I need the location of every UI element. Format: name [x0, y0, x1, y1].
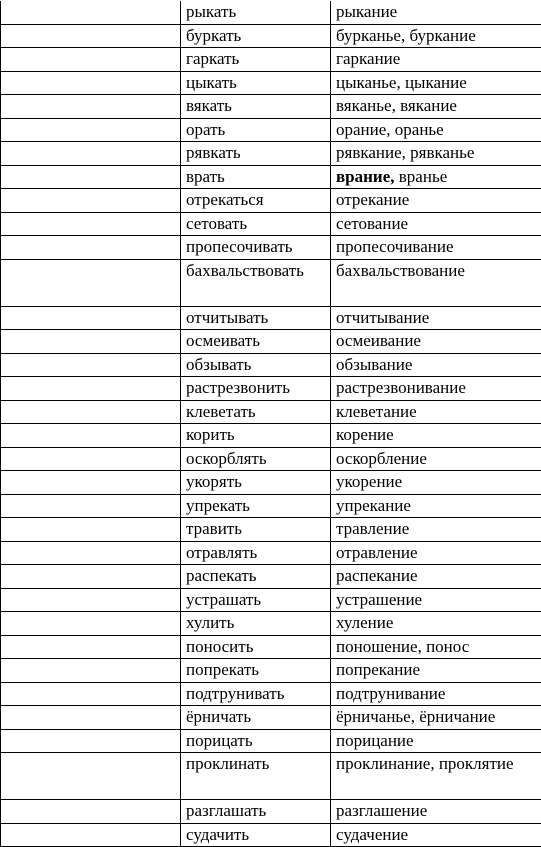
table-row	[1, 118, 541, 142]
table-row	[1, 682, 541, 706]
blank-cell	[1, 518, 181, 542]
verb-cell: упрекать	[181, 494, 331, 518]
word-table	[0, 1, 541, 847]
noun-cell: бахвальствование	[331, 259, 541, 306]
verb-cell: попрекать	[181, 659, 331, 683]
table-row	[1, 729, 541, 753]
noun-cell: сетование	[331, 212, 541, 236]
table-row	[1, 800, 541, 824]
blank-cell	[1, 823, 181, 847]
verb-cell: отрекаться	[181, 189, 331, 213]
blank-cell	[1, 142, 181, 166]
verb-cell: травить	[181, 518, 331, 542]
noun-rest-text: вранье	[394, 166, 448, 186]
table-row	[1, 330, 541, 354]
table-row	[1, 635, 541, 659]
noun-cell: подтрунивание	[331, 682, 541, 706]
table-row	[1, 165, 541, 189]
verb-cell: оскорблять	[181, 447, 331, 471]
noun-cell: обзывание	[331, 353, 541, 377]
verb-cell: бахвальствовать	[181, 259, 331, 306]
verb-cell: обзывать	[181, 353, 331, 377]
blank-cell	[1, 95, 181, 119]
noun-cell: упрекание	[331, 494, 541, 518]
blank-cell	[1, 259, 181, 306]
table-row	[1, 353, 541, 377]
blank-cell	[1, 330, 181, 354]
blank-cell	[1, 729, 181, 753]
noun-cell: рыкание	[331, 1, 541, 24]
verb-cell: цыкать	[181, 71, 331, 95]
verb-cell: проклинать	[181, 753, 331, 800]
noun-cell: порицание	[331, 729, 541, 753]
blank-cell	[1, 212, 181, 236]
verb-cell: рыкать	[181, 1, 331, 24]
noun-cell: осмеивание	[331, 330, 541, 354]
noun-cell: устрашение	[331, 588, 541, 612]
noun-cell: клеветание	[331, 400, 541, 424]
verb-cell: подтрунивать	[181, 682, 331, 706]
blank-cell	[1, 424, 181, 448]
verb-cell: отчитывать	[181, 306, 331, 330]
verb-cell: гаркать	[181, 48, 331, 72]
table-row	[1, 24, 541, 48]
blank-cell	[1, 118, 181, 142]
table-row	[1, 1, 541, 24]
blank-cell	[1, 471, 181, 495]
verb-cell: пропесочивать	[181, 236, 331, 260]
table-row	[1, 823, 541, 847]
blank-cell	[1, 24, 181, 48]
noun-cell: вяканье, вякание	[331, 95, 541, 119]
table-row	[1, 494, 541, 518]
table-row	[1, 48, 541, 72]
noun-cell: отчитывание	[331, 306, 541, 330]
verb-cell: разглашать	[181, 800, 331, 824]
table-row	[1, 259, 541, 306]
noun-cell: отрекание	[331, 189, 541, 213]
blank-cell	[1, 1, 181, 24]
noun-cell: корение	[331, 424, 541, 448]
verb-cell: сетовать	[181, 212, 331, 236]
noun-cell: ёрничанье, ёрничание	[331, 706, 541, 730]
verb-cell: устрашать	[181, 588, 331, 612]
table-row	[1, 612, 541, 636]
table-row	[1, 236, 541, 260]
word-table-body	[1, 1, 541, 847]
verb-cell: буркать	[181, 24, 331, 48]
table-row	[1, 71, 541, 95]
table-row	[1, 753, 541, 800]
blank-cell	[1, 189, 181, 213]
noun-cell: орание, оранье	[331, 118, 541, 142]
blank-cell	[1, 353, 181, 377]
noun-cell: гаркание	[331, 48, 541, 72]
table-row	[1, 518, 541, 542]
noun-cell: бурканье, буркание	[331, 24, 541, 48]
verb-cell: судачить	[181, 823, 331, 847]
table-row	[1, 306, 541, 330]
verb-cell: порицать	[181, 729, 331, 753]
noun-cell: укорение	[331, 471, 541, 495]
table-row	[1, 588, 541, 612]
table-row	[1, 659, 541, 683]
blank-cell	[1, 236, 181, 260]
noun-bold-text: врание,	[336, 166, 395, 186]
blank-cell	[1, 306, 181, 330]
blank-cell	[1, 165, 181, 189]
noun-cell: пропесочивание	[331, 236, 541, 260]
verb-cell: вякать	[181, 95, 331, 119]
noun-cell: разглашение	[331, 800, 541, 824]
noun-cell: травление	[331, 518, 541, 542]
noun-cell: оскорбление	[331, 447, 541, 471]
blank-cell	[1, 565, 181, 589]
verb-cell: осмеивать	[181, 330, 331, 354]
blank-cell	[1, 71, 181, 95]
table-row	[1, 400, 541, 424]
blank-cell	[1, 612, 181, 636]
verb-cell: орать	[181, 118, 331, 142]
verb-cell: корить	[181, 424, 331, 448]
blank-cell	[1, 800, 181, 824]
table-row	[1, 706, 541, 730]
blank-cell	[1, 48, 181, 72]
noun-cell: отравление	[331, 541, 541, 565]
table-row	[1, 541, 541, 565]
verb-cell: распекать	[181, 565, 331, 589]
verb-cell: отравлять	[181, 541, 331, 565]
noun-cell	[331, 165, 541, 189]
verb-cell: врать	[181, 165, 331, 189]
verb-cell: хулить	[181, 612, 331, 636]
blank-cell	[1, 588, 181, 612]
blank-cell	[1, 377, 181, 401]
table-row	[1, 447, 541, 471]
noun-cell: распекание	[331, 565, 541, 589]
blank-cell	[1, 682, 181, 706]
noun-cell: рявкание, рявканье	[331, 142, 541, 166]
blank-cell	[1, 447, 181, 471]
verb-cell: рявкать	[181, 142, 331, 166]
table-row	[1, 189, 541, 213]
verb-cell: ёрничать	[181, 706, 331, 730]
table-row	[1, 95, 541, 119]
table-row	[1, 471, 541, 495]
verb-cell: растрезвонить	[181, 377, 331, 401]
blank-cell	[1, 541, 181, 565]
noun-cell: растрезвонивание	[331, 377, 541, 401]
table-row	[1, 565, 541, 589]
blank-cell	[1, 659, 181, 683]
noun-cell: попрекание	[331, 659, 541, 683]
blank-cell	[1, 753, 181, 800]
verb-cell: укорять	[181, 471, 331, 495]
verb-cell: поносить	[181, 635, 331, 659]
blank-cell	[1, 494, 181, 518]
table-row	[1, 377, 541, 401]
table-row	[1, 212, 541, 236]
blank-cell	[1, 635, 181, 659]
noun-cell: судачение	[331, 823, 541, 847]
blank-cell	[1, 400, 181, 424]
noun-cell: проклинание, проклятие	[331, 753, 541, 800]
noun-cell: поношение, понос	[331, 635, 541, 659]
blank-cell	[1, 706, 181, 730]
table-row	[1, 142, 541, 166]
verb-cell: клеветать	[181, 400, 331, 424]
table-row	[1, 424, 541, 448]
noun-cell: цыканье, цыкание	[331, 71, 541, 95]
noun-cell: хуление	[331, 612, 541, 636]
